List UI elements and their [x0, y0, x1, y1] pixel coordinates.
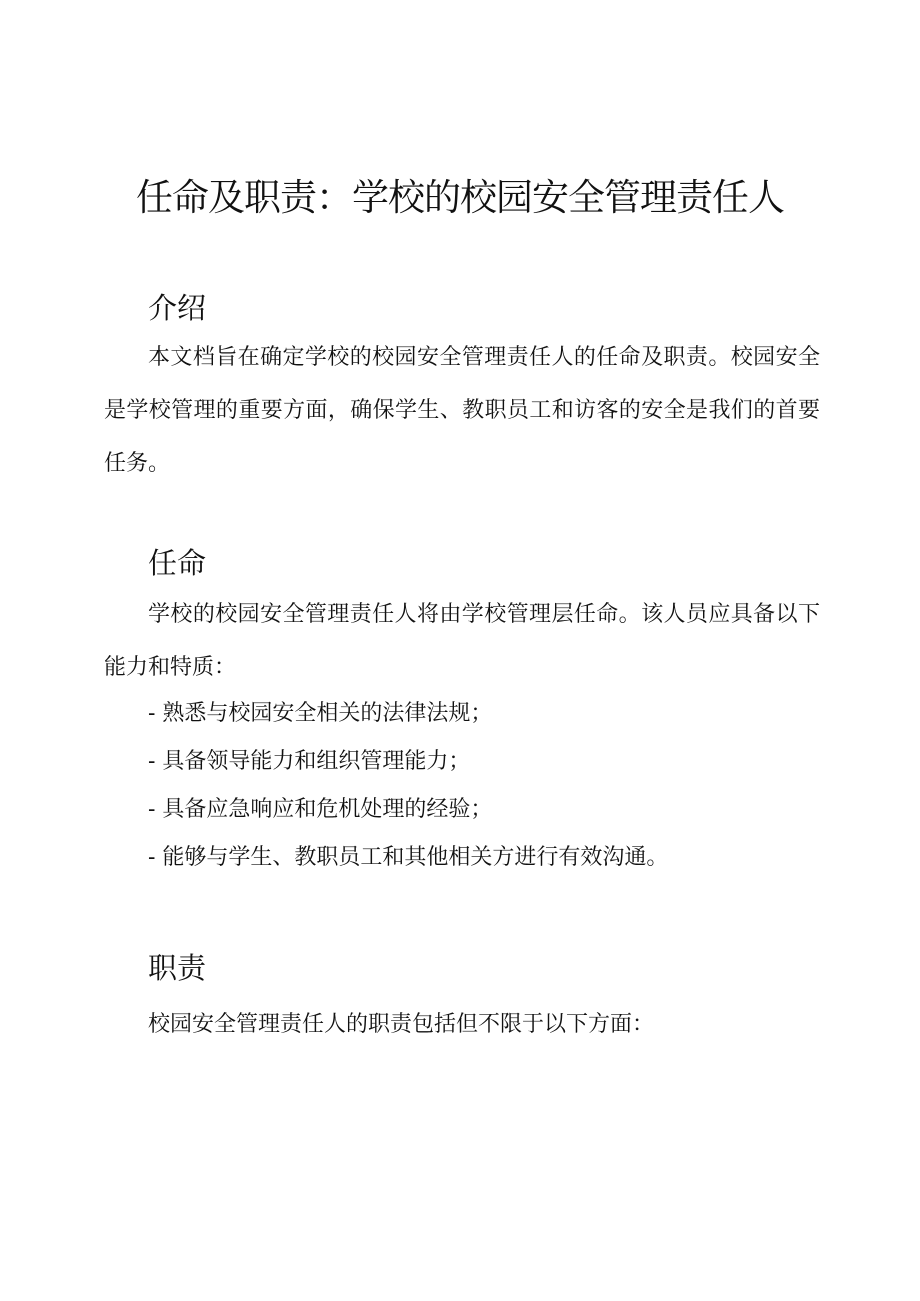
qualification-list	[148, 690, 668, 882]
list-item: - 具备领导能力和组织管理能力；	[148, 749, 471, 774]
section-heading-intro: 介绍	[148, 291, 207, 325]
intro-paragraph: 本文档旨在确定学校的校园安全管理责任人的任命及职责。校园安全是学校管理的重要方面，确保学生、教职员工和访客的安全是我们的首要任务。	[104, 345, 820, 476]
page-title: 任命及职责：学校的校园安全管理责任人	[136, 176, 784, 219]
section-heading-responsibilities: 职责	[148, 951, 207, 985]
list-item: - 能够与学生、教职员工和其他相关方进行有效沟通。	[148, 845, 669, 870]
responsibilities-paragraph: 校园安全管理责任人的职责包括但不限于以下方面：	[148, 1012, 655, 1037]
appointment-paragraph: 学校的校园安全管理责任人将由学校管理层任命。该人员应具备以下能力和特质：	[104, 602, 820, 680]
list-item: - 熟悉与校园安全相关的法律法规；	[148, 701, 493, 726]
list-item: - 具备应急响应和危机处理的经验；	[148, 797, 493, 822]
section-heading-appointment: 任命	[148, 546, 207, 580]
